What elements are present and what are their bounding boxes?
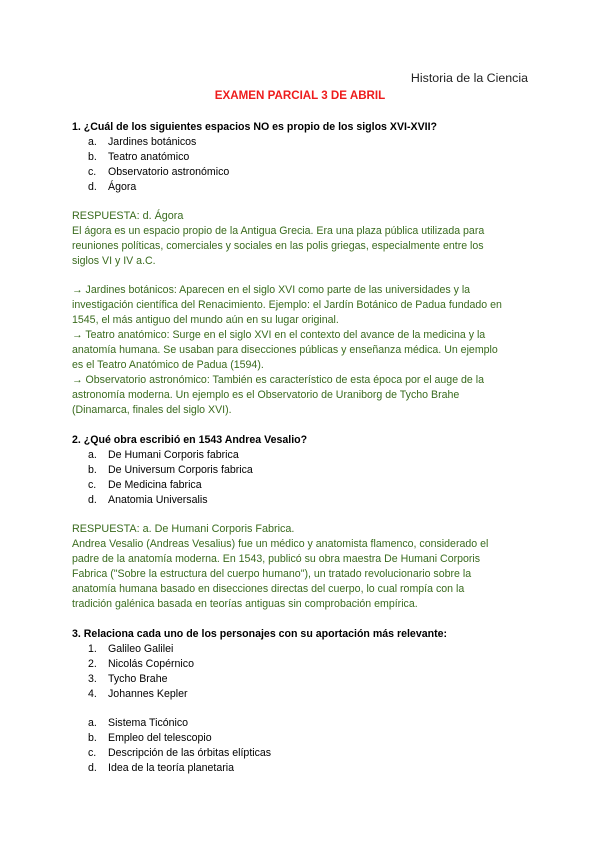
question-3-contributions (72, 716, 532, 776)
contribution-marker: c. (88, 747, 97, 759)
explanation-2 (72, 537, 532, 612)
contribution-item (72, 731, 532, 746)
person-marker: 1. (88, 643, 97, 655)
option-text: Ágora (108, 181, 137, 193)
person-marker: 2. (88, 658, 97, 670)
question-2: 2. ¿Qué obra escribió en 1543 Andrea Vesalio? (72, 434, 308, 446)
option-text: Observatorio astronómico (108, 166, 230, 178)
option-item (72, 448, 532, 463)
text-line: investigación científica del Renacimiento. Ejemplo: el Jardín Botánico de Padua fundado en (72, 299, 502, 311)
option-item (72, 478, 532, 493)
text-line: padre de la anatomía moderna. En 1543, publicó su obra maestra De Humani Corporis (72, 553, 481, 565)
option-marker: b. (88, 464, 97, 476)
text-line: Andrea Vesalio (Andreas Vesalius) fue un médico y anatomista flamenco, considerado el (72, 538, 489, 550)
contribution-marker: b. (88, 732, 97, 744)
option-item (72, 493, 532, 508)
person-item (72, 657, 532, 672)
question-1: 1. ¿Cuál de los siguientes espacios NO es propio de los siglos XVI-XVII? (72, 121, 437, 133)
option-text: De Humani Corporis fabrica (108, 449, 239, 461)
text-line: Fabrica ("Sobre la estructura del cuerpo humano"), un tratado revolucionario sobre la (72, 568, 472, 580)
person-item (72, 642, 532, 657)
person-name: Johannes Kepler (108, 688, 188, 700)
text-line: astronomía moderna. Un ejemplo es el Observatorio de Uraniborg de Tycho Brahe (72, 389, 460, 401)
text-line: reuniones políticas, comerciales y sociales en las polis griegas, especialmente entre los (72, 240, 484, 252)
explanation-1 (72, 224, 532, 269)
contribution-text: Idea de la teoría planetaria (108, 762, 235, 774)
text-line: → Jardines botánicos: Aparecen en el siglo XVI como parte de las universidades y la (72, 284, 471, 296)
question-2-options (72, 448, 532, 508)
text-line: anatomía humana basado en disecciones directas del cuerpo, lo cual rompía con la (72, 583, 465, 595)
answer-2: RESPUESTA: a. De Humani Corporis Fabrica. (72, 523, 295, 535)
text-line: → Observatorio astronómico: También es característico de esta época por el auge de la (72, 374, 485, 386)
option-marker: a. (88, 449, 97, 461)
option-marker: a. (88, 136, 97, 148)
option-marker: c. (88, 479, 97, 491)
course-name: Historia de la Ciencia (410, 71, 528, 85)
exam-content (72, 120, 532, 776)
text-line: 1545, el más antiguo del mundo aún en su lugar original. (72, 314, 339, 326)
person-name: Tycho Brahe (108, 673, 168, 685)
option-text: Teatro anatómico (108, 151, 190, 163)
text-line: es el Teatro Anatómico de Padua (1594). (72, 359, 264, 371)
contribution-text: Empleo del telescopio (108, 732, 212, 744)
option-text: Jardines botánicos (108, 136, 197, 148)
contribution-item (72, 761, 532, 776)
contribution-item (72, 716, 532, 731)
contribution-item (72, 746, 532, 761)
option-marker: b. (88, 151, 97, 163)
question-1-options (72, 135, 532, 195)
option-item (72, 165, 532, 180)
contribution-marker: d. (88, 762, 97, 774)
option-text: De Universum Corporis fabrica (108, 464, 253, 476)
contribution-marker: a. (88, 717, 97, 729)
text-line: (Dinamarca, finales del siglo XVI). (72, 404, 232, 416)
question-3: 3. Relaciona cada uno de los personajes con su aportación más relevante: (72, 628, 448, 640)
text-line: tradición galénica basada en teorías antiguas sin comprobación empírica. (72, 598, 418, 610)
option-text: Anatomia Universalis (108, 494, 208, 506)
person-marker: 4. (88, 688, 97, 700)
exam-title: EXAMEN PARCIAL 3 DE ABRIL (214, 89, 386, 102)
text-line: → Teatro anatómico: Surge en el siglo XVI en el contexto del avance de la medicina y la (72, 329, 486, 341)
contribution-text: Descripción de las órbitas elípticas (108, 747, 272, 759)
option-item (72, 150, 532, 165)
answer-1: RESPUESTA: d. Ágora (72, 210, 184, 222)
question-3-people (72, 642, 532, 702)
person-marker: 3. (88, 673, 97, 685)
person-item (72, 687, 532, 702)
option-text: De Medicina fabrica (108, 479, 202, 491)
option-marker: d. (88, 494, 97, 506)
option-item (72, 180, 532, 195)
option-item (72, 135, 532, 150)
option-marker: c. (88, 166, 97, 178)
contribution-text: Sistema Ticónico (108, 717, 189, 729)
text-line: anatomía humana. Se usaban para disecciones públicas y enseñanza médica. Un ejemplo (72, 344, 498, 356)
person-name: Galileo Galilei (108, 643, 174, 655)
person-name: Nicolás Copérnico (108, 658, 194, 670)
option-item (72, 463, 532, 478)
person-item (72, 672, 532, 687)
text-line: El ágora es un espacio propio de la Antigua Grecia. Era una plaza pública utilizada para (72, 225, 485, 237)
text-line: siglos VI y IV a.C. (72, 255, 156, 267)
option-marker: d. (88, 181, 97, 193)
notes-1 (72, 283, 532, 418)
